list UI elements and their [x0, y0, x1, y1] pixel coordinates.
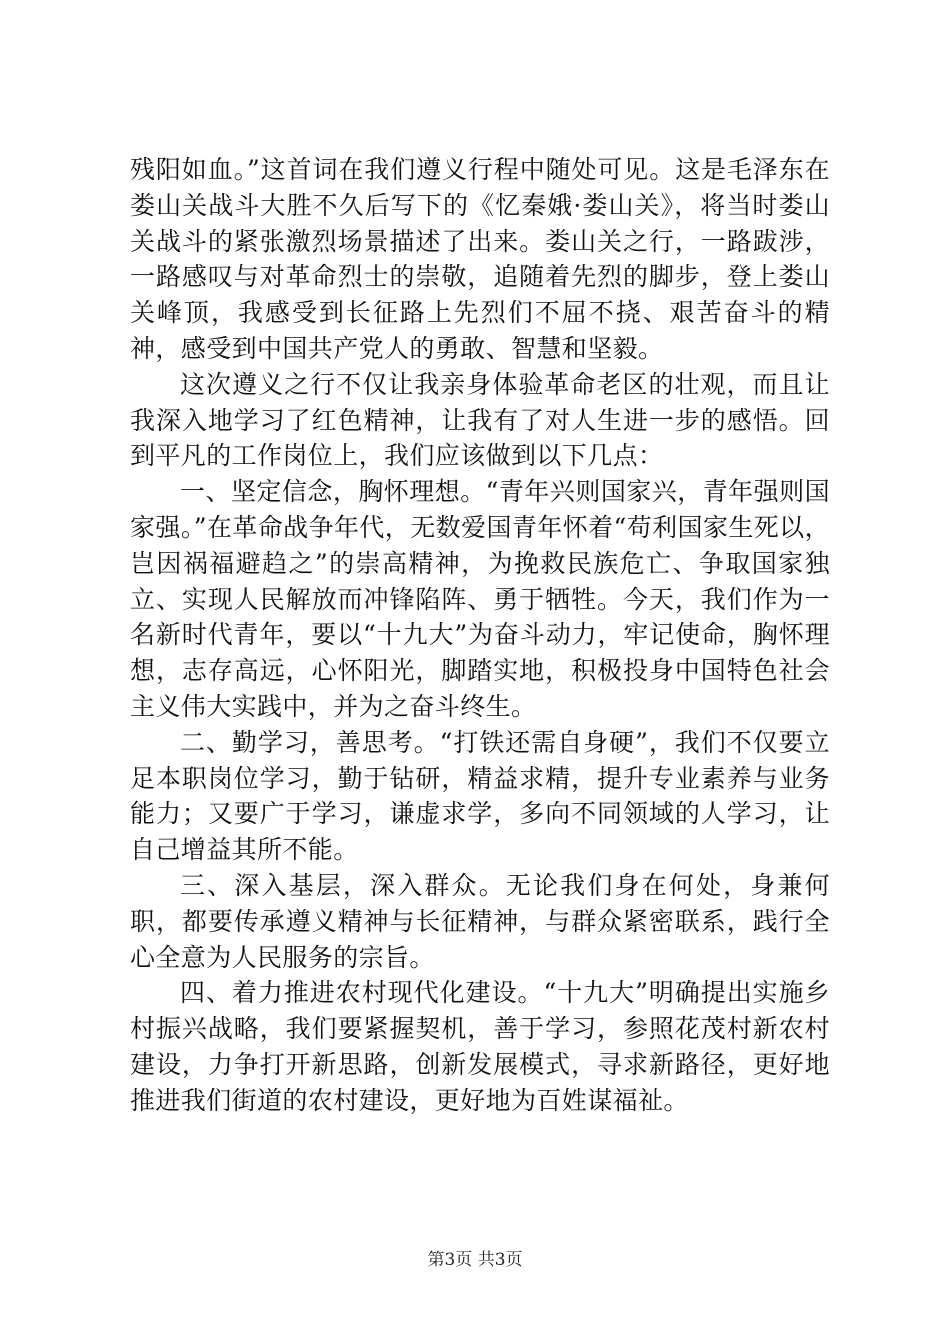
paragraph-continuation: 残阳如血。”这首词在我们遵义行程中随处可见。这是毛泽东在娄山关战斗大胜不久后写下的《忆秦娥·娄山关》，将当时娄山关战斗的紧张激烈场景描述了出来。娄山关之行，一路跋涉，一路感叹与对革命烈士的崇敬，追随着先烈的脚步，登上娄山关峰顶，我感受到长征路上先烈们不屈不挠、艰苦奋斗的精神，感受到中国共产党人的勇敢、智慧和坚毅。 [130, 155, 830, 363]
paragraph-point-1: 一、坚定信念，胸怀理想。“青年兴则国家兴，青年强则国家强。”在革命战争年代，无数爱国青年怀着“苟利国家生死以，岂因祸福避趋之”的崇高精神，为挽救民族危亡、争取国家独立、实现人民解放而冲锋陷阵、勇于牺牲。今天，我们作为一名新时代青年，要以“十九大”为奋斗动力，牢记使命，胸怀理想，志存高远，心怀阳光，脚踏实地，积极投身中国特色社会主义伟大实践中，并为之奋斗终生。 [130, 477, 830, 721]
paragraph-point-4: 四、着力推进农村现代化建设。“十九大”明确提出实施乡村振兴战略，我们要紧握契机，善于学习，参照花茂村新农村建设，力争打开新思路，创新发展模式，寻求新路径，更好地推进我们街道的农村建设，更好地为百姓谋福祉。 [130, 978, 830, 1115]
paragraph-point-3: 三、深入基层，深入群众。无论我们身在何处，身兼何职，都要传承遵义精神与长征精神，与群众紧密联系，践行全心全意为人民服务的宗旨。 [130, 870, 830, 972]
page-number-footer: 第3页 共3页 [427, 1250, 523, 1270]
paragraph-intro: 这次遵义之行不仅让我亲身体验革命老区的壮观，而且让我深入地学习了红色精神，让我有了对人生进一步的感悟。回到平凡的工作岗位上，我们应该做到以下几点： [130, 369, 830, 471]
document-body [130, 152, 830, 1119]
paragraph-point-2: 二、勤学习，善思考。“打铁还需自身硬”，我们不仅要立足本职岗位学习，勤于钻研，精益求精，提升专业素养与业务能力；又要广于学习，谦虚求学，多向不同领域的人学习，让自己增益其所不能。 [130, 727, 830, 865]
